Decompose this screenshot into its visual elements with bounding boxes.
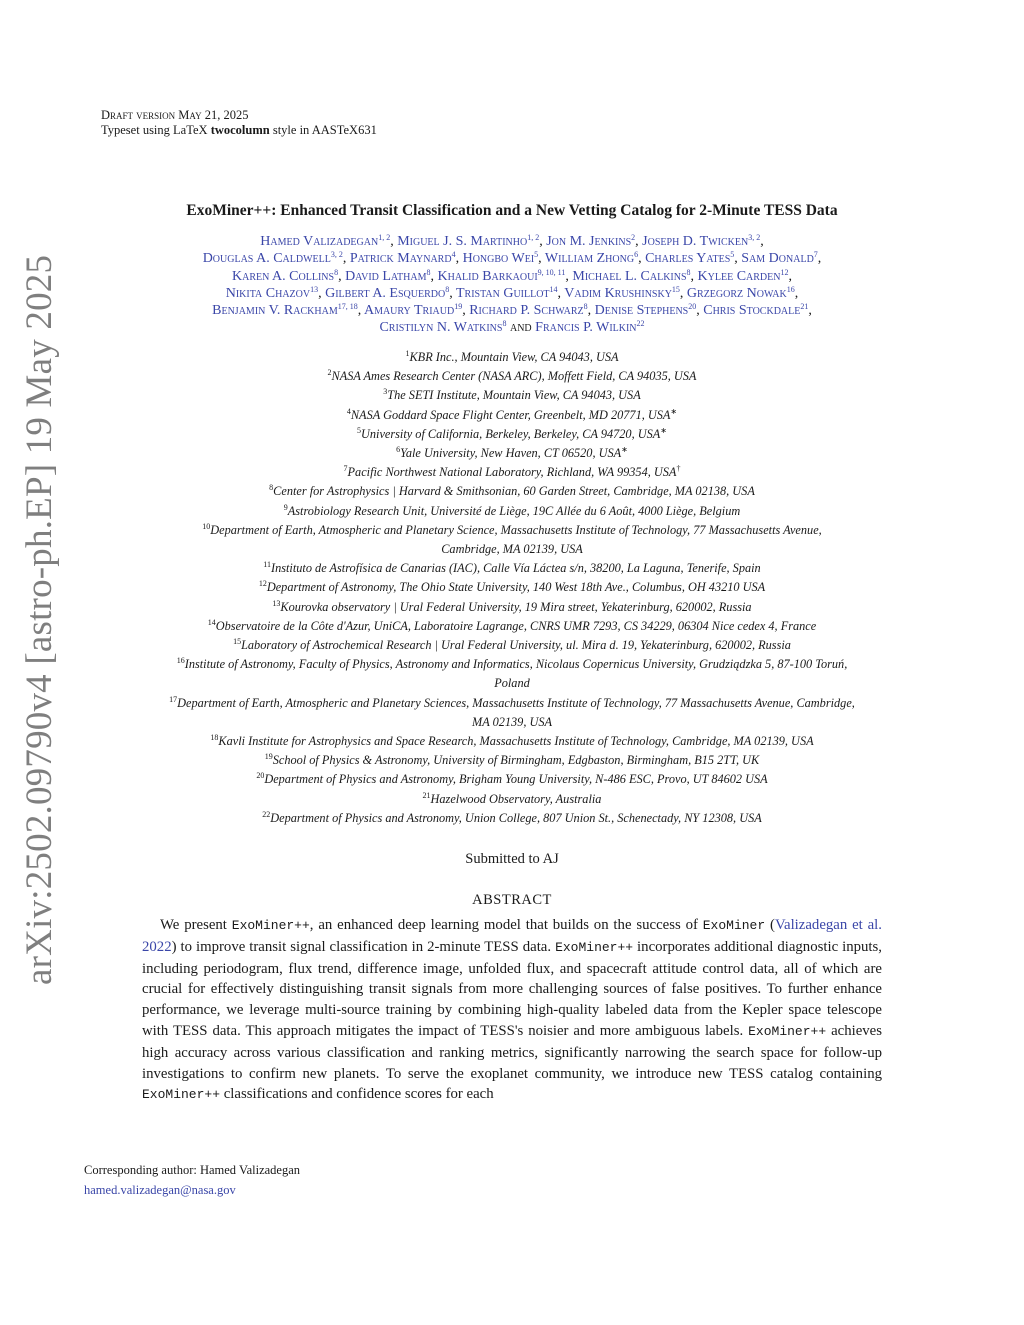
model-name: ExoMiner [702, 918, 766, 933]
affiliation-index: 10 [202, 521, 211, 531]
affiliation-continuation: Poland [494, 676, 530, 691]
author-separator: , [538, 251, 545, 267]
author-affiliation-index: 15 [671, 284, 680, 294]
affiliation-index: 2 [327, 368, 332, 378]
author-line [60, 302, 964, 319]
author-separator: , [679, 285, 687, 301]
author-line [60, 233, 964, 250]
author-affiliation-index: 7 [813, 250, 818, 260]
author-affiliation-index: 21 [800, 302, 809, 312]
author-name[interactable]: Chris Stockdale [703, 303, 801, 319]
author-separator: , [635, 234, 643, 249]
author-affiliation-index: 13 [310, 284, 319, 294]
author-separator: , [455, 251, 463, 267]
author-separator: , [462, 303, 470, 319]
typeset-note: Typeset using LaTeX twocolumn style in AASTeX631 [101, 123, 377, 137]
author-affiliation-index: 8 [583, 302, 588, 312]
affiliation: $^{12}$Department of Astronomy, The Ohio State University, 140 West 18th Ave., Columbus, OH 43210 USA [258, 579, 766, 595]
affiliation: $^{15}$Laboratory of Astrochemical Research | Ural Federal University, ul. Mira d. 19, Yekaterinburg, 620002, Russia [233, 637, 791, 653]
affiliation-index: 3 [383, 387, 388, 397]
author-name[interactable]: David Latham [345, 268, 427, 284]
affiliation: $^3$The SETI Institute, Mountain View, CA 94043, USA [383, 387, 641, 403]
author-line [60, 268, 964, 285]
author-affiliation-index: 8 [502, 319, 507, 329]
author-separator: , [690, 268, 698, 284]
affiliation-index: 11 [263, 560, 271, 570]
author-affiliation-index: 8 [334, 267, 339, 277]
affiliation: $^{20}$Department of Physics and Astronomy, Brigham Young University, N-486 ESC, Provo, UT 84602 USA [256, 771, 768, 787]
author-affiliation-index: 20 [688, 302, 697, 312]
author-name[interactable]: Joseph D. Twicken [642, 234, 749, 249]
author-name[interactable]: Khalid Barkaoui [437, 268, 538, 284]
model-name: ExoMiner++ [142, 1087, 221, 1103]
author-separator: , [318, 285, 326, 301]
author-separator: , [565, 268, 573, 284]
author-affiliation-index: 9, 10, 11 [537, 267, 566, 277]
abstract-heading: ABSTRACT [472, 892, 552, 908]
model-name: ExoMiner++ [555, 939, 634, 955]
author-separator: , [734, 251, 742, 267]
author-name[interactable]: Hongbo Wei [462, 251, 535, 267]
author-separator: , [430, 268, 438, 284]
affiliation: $^{19}$School of Physics & Astronomy, University of Birmingham, Edgbaston, Birmingham, B15 2TT, UK [264, 752, 760, 768]
affiliation: $^8$Center for Astrophysics | Harvard & Smithsonian, 60 Garden Street, Cambridge, MA 02138, USA [269, 483, 755, 499]
author-name[interactable]: Miguel J. S. Martinho [397, 234, 528, 249]
affiliation-continuation: MA 02139, USA [471, 714, 553, 729]
affiliation-index: 13 [272, 598, 281, 608]
author-name[interactable]: Douglas A. Caldwell [202, 251, 331, 267]
affiliation-footnote-mark: ∗ [670, 406, 678, 416]
affiliation-footnote-mark: ∗ [660, 425, 667, 435]
affiliation: $^5$University of California, Berkeley, Berkeley, CA 94720, USA∗ [357, 425, 667, 441]
author-separator: , [338, 268, 346, 284]
affiliation-index: 15 [233, 637, 242, 647]
affiliation: $^{16}$Institute of Astronomy, Faculty of Physics, Astronomy and Informatics, Nicolaus Copernicus University, Grudziądzka 5, 87-100 Toruń, [176, 656, 848, 672]
author-name[interactable]: Francis P. Wilkin [535, 320, 637, 336]
author-affiliation-index: 12 [780, 267, 789, 277]
author-separator: , [817, 251, 822, 267]
affiliation-footnote-mark: † [676, 464, 681, 474]
affiliation: $^{18}$Kavli Institute for Astrophysics and Space Research, Massachusetts Institute of Technology, Cambridge, MA 02139, USA [210, 733, 814, 749]
affiliation: $^{21}$Hazelwood Observatory, Australia [422, 790, 602, 806]
affiliation-continuation: Cambridge, MA 02139, USA [441, 542, 583, 557]
affiliation-index: 7 [343, 464, 348, 474]
author-line [60, 319, 964, 336]
author-affiliation-index: 5 [730, 250, 735, 260]
author-name[interactable]: Hamed Valizadegan [260, 234, 379, 249]
author-name[interactable]: Patrick Maynard [349, 251, 452, 267]
affiliation: $^4$NASA Goddard Space Flight Center, Greenbelt, MD 20771, USA∗ [346, 406, 678, 422]
author-separator: , [794, 285, 799, 301]
author-separator: , [696, 303, 704, 319]
affiliation-index: 6 [396, 445, 401, 455]
abstract-body: We present ExoMiner++, an enhanced deep learning model that builds on the success of ExoMiner (Valizadegan et al. 2022) to improve transit signal classification in 2-minute TESS data. ExoMiner++ incorporates additional diagnostic inputs, including periodogram, flux trend, difference image, unfolded flux, and spacecraft attitude control data, all of which are crucial for effectively distinguishing transit signals from more challenging sources of false positives. To further enhance performance, we leverage multi-source training by combining high-quality labeled data from the Kepler space telescope with TESS data. This approach mitigates the impact of TESS's noisier and more ambiguous labels. ExoMiner++ achieves high accuracy across various classification and ranking metrics, significantly narrowing the search space for follow-up investigations to confirm new planets. To serve the exoplanet community, we introduce new TESS catalog containing ExoMiner++ classifications and confidence scores for each [142, 917, 883, 1103]
affiliation-index: 21 [422, 790, 431, 800]
affiliation-index: 5 [357, 425, 361, 435]
affiliation-index: 20 [256, 771, 265, 781]
corresponding-author: Corresponding author: Hamed Valizadegan [84, 1163, 301, 1177]
author-name[interactable]: Cristilyn N. Watkins [379, 320, 503, 336]
author-affiliation-index: 19 [454, 302, 463, 312]
author-separator: , [808, 303, 812, 319]
author-separator: , [638, 251, 646, 267]
author-name[interactable]: Michael L. Calkins [572, 268, 687, 284]
affiliation-index: 9 [283, 502, 288, 512]
author-affiliation-index: 3, 2 [330, 250, 343, 260]
author-affiliation-index: 17, 18 [337, 302, 358, 312]
author-separator: , [357, 303, 364, 319]
author-name[interactable]: Denise Stephens [594, 303, 689, 319]
author-list [60, 233, 964, 337]
author-name[interactable]: Tristan Guillot [455, 285, 550, 301]
author-separator: , [342, 251, 350, 267]
author-separator: , [539, 234, 547, 249]
affiliation-list [74, 348, 950, 828]
author-name[interactable]: Vadim Krushinsky [564, 285, 672, 301]
author-affiliation-index: 2 [631, 233, 636, 242]
author-line [60, 285, 964, 302]
and-word: and [506, 320, 536, 336]
author-affiliation-index: 4 [451, 250, 456, 260]
draft-version-label: Draft version May 21, 2025 [101, 108, 249, 122]
author-name[interactable]: Grzegorz Nowak [686, 285, 787, 301]
citation-link[interactable]: Valizadegan et al. 2022 [142, 917, 882, 955]
author-affiliation-index: 8 [426, 267, 431, 277]
draft-header [101, 108, 377, 138]
author-name[interactable]: Sam Donald [741, 251, 814, 267]
affiliation: $^9$Astrobiology Research Unit, Université de Liège, 19C Allée du 6 Août, 4000 Liège, Belgium [283, 502, 741, 518]
model-name: ExoMiner++ [231, 918, 310, 933]
affiliation-index: 19 [264, 752, 273, 762]
author-line [60, 250, 964, 267]
submission-note: Submitted to AJ [465, 851, 559, 867]
arxiv-identifier-stamp: arXiv:2502.09790v4 [astro-ph.EP] 19 May 2025 [19, 254, 60, 985]
author-name[interactable]: Amaury Triaud [363, 303, 455, 319]
author-affiliation-index: 8 [445, 284, 450, 294]
author-affiliation-index: 6 [634, 250, 639, 260]
affiliation: $^7$Pacific Northwest National Laboratory, Richland, WA 99354, USA† [343, 464, 681, 480]
author-affiliation-index: 14 [549, 284, 558, 294]
affiliation-index: 17 [169, 694, 178, 704]
author-email-link[interactable]: hamed.valizadegan@nasa.gov [84, 1183, 236, 1197]
affiliation: $^{17}$Department of Earth, Atmospheric and Planetary Sciences, Massachusetts Institute of Technology, 77 Massachusetts Avenue, Cambridge, [169, 694, 855, 710]
author-separator: , [760, 234, 764, 249]
affiliation: $^{11}$Instituto de Astrofísica de Canarias (IAC), Calle Vía Láctea s/n, 38200, La Laguna, Tenerife, Spain [263, 560, 761, 576]
author-separator: , [557, 285, 565, 301]
affiliation-index: 8 [269, 483, 274, 493]
author-separator: , [788, 268, 792, 284]
author-separator: , [587, 303, 595, 319]
affiliation-footnote-mark: ∗ [621, 445, 628, 455]
footnote [84, 1160, 300, 1200]
author-affiliation-index: 22 [636, 319, 645, 329]
author-name[interactable]: William Zhong [544, 251, 635, 267]
affiliation: $^{22}$Department of Physics and Astronomy, Union College, 807 Union St., Schenectady, NY 12308, USA [262, 809, 762, 825]
author-name[interactable]: Kylee Carden [697, 268, 781, 284]
affiliation: $^{10}$Department of Earth, Atmospheric and Planetary Science, Massachusetts Institute of Technology, 77 Massachusetts Avenue, [202, 521, 822, 537]
affiliation-index: 18 [210, 733, 219, 743]
author-name[interactable]: Jon M. Jenkins [546, 234, 632, 249]
author-affiliation-index: 3, 2 [748, 233, 761, 242]
author-name[interactable]: Benjamin V. Rackham [212, 303, 338, 319]
paper-title: ExoMiner++: Enhanced Transit Classification and a New Vetting Catalog for 2-Minute TESS Data [186, 202, 838, 219]
affiliation-index: 12 [258, 579, 267, 589]
affiliation-index: 22 [262, 809, 271, 819]
model-name: ExoMiner++ [748, 1023, 827, 1039]
author-affiliation-index: 1, 2 [378, 233, 391, 242]
affiliation: $^2$NASA Ames Research Center (NASA ARC), Moffett Field, CA 94035, USA [327, 368, 697, 384]
affiliation: $^1$KBR Inc., Mountain View, CA 94043, USA [405, 349, 619, 364]
author-name[interactable]: Nikita Chazov [225, 285, 311, 301]
affiliation: $^{13}$Kourovka observatory | Ural Federal University, 19 Mira street, Yekaterinburg, 620002, Russia [272, 598, 752, 614]
author-name[interactable]: Karen A. Collins [232, 268, 335, 284]
affiliation: $^{14}$Observatoire de la Côte d'Azur, UniCA, Laboratoire Lagrange, CNRS UMR 7293, CS 34229, 06304 Nice cedex 4, France [207, 617, 817, 633]
affiliation-index: 14 [207, 617, 216, 627]
author-name[interactable]: Gilbert A. Esquerdo [325, 285, 446, 301]
affiliation-index: 1 [405, 349, 410, 358]
author-affiliation-index: 5 [534, 250, 539, 260]
affiliation-index: 4 [346, 406, 351, 416]
author-separator: , [449, 285, 456, 301]
affiliation-index: 16 [176, 656, 185, 666]
author-affiliation-index: 8 [686, 267, 691, 277]
author-separator: , [390, 234, 398, 249]
author-affiliation-index: 16 [786, 284, 795, 294]
affiliation: $^6$Yale University, New Haven, CT 06520, USA∗ [396, 445, 628, 461]
author-name[interactable]: Charles Yates [645, 251, 731, 267]
author-name[interactable]: Richard P. Schwarz [469, 303, 584, 319]
author-affiliation-index: 1, 2 [527, 233, 540, 242]
